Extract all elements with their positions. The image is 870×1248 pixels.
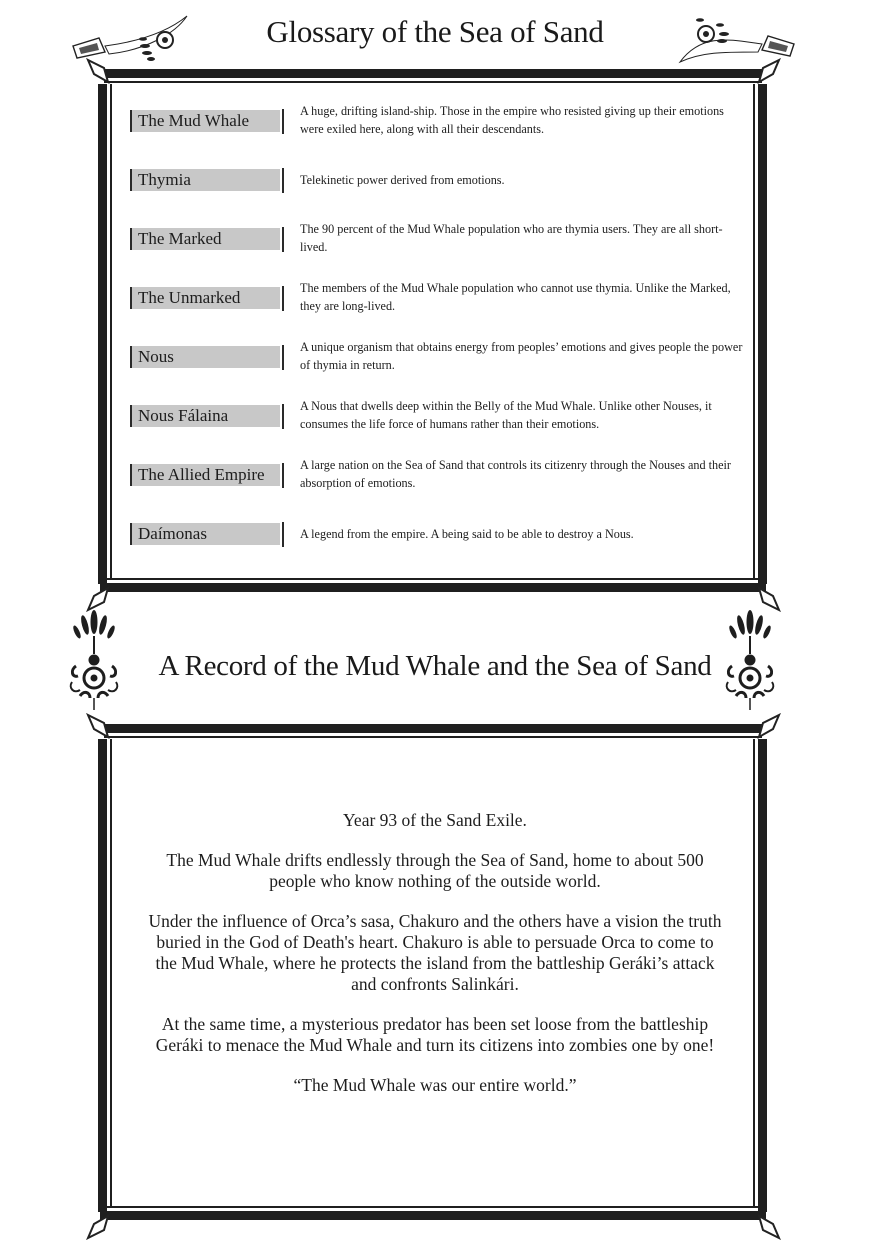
term-divider	[282, 522, 284, 547]
record-quote: “The Mud Whale was our entire world.”	[293, 1075, 577, 1095]
diamond-corner-icon	[757, 58, 781, 84]
term-divider	[282, 168, 284, 193]
glossary-term: The Allied Empire	[130, 464, 280, 486]
glossary-definition: A legend from the empire. A being said to be able to destroy a Nous.	[300, 527, 634, 541]
frame-right-bar	[758, 84, 767, 584]
frame-left-line	[110, 739, 112, 1206]
frame-top-bar	[100, 69, 766, 78]
record-paragraph: The Mud Whale drifts endlessly through the Sea of Sand, home to about 500 people who know nothing of the outside world.	[166, 850, 704, 891]
frame-top-bar	[100, 724, 766, 733]
record-title: A Record of the Mud Whale and the Sea of Sand	[158, 650, 712, 682]
glossary-term: The Mud Whale	[130, 110, 280, 132]
glossary-term: The Marked	[130, 228, 280, 250]
frame-left-line	[110, 84, 112, 578]
diamond-corner-icon	[86, 1214, 110, 1240]
term-divider	[282, 345, 284, 370]
frame-right-line	[753, 739, 755, 1206]
record-paragraph: Year 93 of the Sand Exile.	[343, 810, 527, 830]
glossary-term: Nous Fálaina	[130, 405, 280, 427]
term-divider	[282, 109, 284, 134]
diamond-corner-icon	[757, 1214, 781, 1240]
frame-left-bar	[98, 739, 107, 1212]
frame-bottom-line	[104, 578, 762, 580]
glossary-definition: The 90 percent of the Mud Whale population who are thymia users. They are all short-lived.	[300, 222, 723, 254]
term-divider	[282, 286, 284, 311]
glossary-definition: The members of the Mud Whale population who cannot use thymia. Unlike the Marked, they are long-lived.	[300, 281, 731, 313]
glossary-term: Nous	[130, 346, 280, 368]
glossary-definition: A unique organism that obtains energy from peoples’ emotions and gives people the power of thymia in return.	[300, 340, 743, 372]
sword-ornament-icon	[672, 10, 802, 64]
frame-right-line	[753, 84, 755, 578]
glossary-definition: A huge, drifting island-ship. Those in the empire who resisted giving up their emotions were exiled here, along with all their descendants.	[300, 104, 724, 136]
glossary-term: The Unmarked	[130, 287, 280, 309]
glossary-definition: Telekinetic power derived from emotions.	[300, 173, 505, 187]
record-paragraph: At the same time, a mysterious predator has been set loose from the battleship Geráki to menace the Mud Whale and turn its citizens into zombies one by one!	[155, 1014, 715, 1055]
term-divider	[282, 463, 284, 488]
diamond-corner-icon	[86, 58, 110, 84]
glossary-definition: A Nous that dwells deep within the Belly of the Mud Whale. Unlike other Nouses, it consumes the life force of humans rather than their emotions.	[300, 399, 712, 431]
sword-ornament-icon	[65, 12, 195, 64]
diamond-corner-icon	[757, 713, 781, 739]
glossary-definition: A large nation on the Sea of Sand that controls its citizenry through the Nouses and their absorption of emotions.	[300, 458, 731, 490]
frame-left-bar	[98, 84, 107, 584]
frame-top-line	[104, 736, 762, 738]
frame-bottom-bar	[100, 583, 766, 592]
glossary-term: Daímonas	[130, 523, 280, 545]
record-body	[120, 810, 750, 1096]
glossary-term: Thymia	[130, 169, 280, 191]
frame-bottom-bar	[100, 1211, 766, 1220]
frame-bottom-line	[104, 1206, 762, 1208]
term-divider	[282, 404, 284, 429]
term-divider	[282, 227, 284, 252]
frame-top-line	[104, 81, 762, 83]
record-paragraph: Under the influence of Orca’s sasa, Chakuro and the others have a vision the truth buried in the God of Death's heart. Chakuro is able to persuade Orca to come to the Mud Whale, where he protects the island from the battleship Geráki’s attack and confronts Salinkári.	[148, 911, 722, 994]
diamond-corner-icon	[86, 713, 110, 739]
glossary-title: Glossary of the Sea of Sand	[266, 14, 604, 49]
frame-right-bar	[758, 739, 767, 1212]
